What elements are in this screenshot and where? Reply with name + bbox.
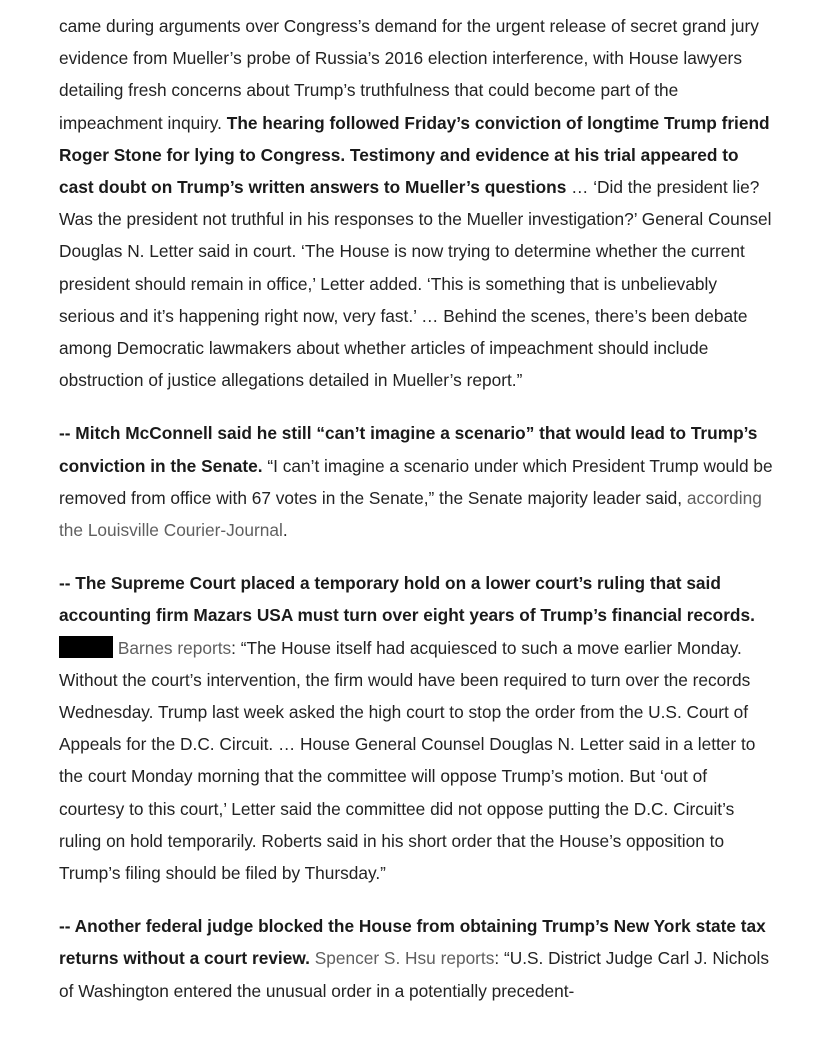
paragraph-text: “I can’t imagine a scenario under which President Trump would be removed from office with 67 votes in the Senate,” the Senate majority leader said, xyxy=(59,455,773,508)
paragraph-mcconnell xyxy=(59,417,774,546)
paragraph-tax-returns xyxy=(59,910,774,1007)
bold-lead: -- Mitch McConnell said he still “can’t imagine a scenario” that would lead to Trump’s conviction in the Senate. xyxy=(59,423,758,476)
paragraph-supreme-court-hold xyxy=(59,567,774,889)
paragraph-text: : “U.S. District Judge Carl J. Nichols of Washington entered the unusual order in a potentially precedent- xyxy=(59,948,770,1001)
paragraph-grand-jury-hearing xyxy=(59,10,774,396)
courier-journal-link[interactable]: according the Louisville Courier-Journal xyxy=(59,487,762,541)
redaction-block xyxy=(59,636,113,658)
barnes-reports-link[interactable]: Barnes reports xyxy=(117,637,232,658)
bold-lead: The hearing followed Friday’s conviction of longtime Trump friend Roger Stone for lying to Congress. Testimony and evidence at his trial appeared to cast doubt on Trump’s written answers to Mueller’s questions xyxy=(59,112,770,198)
paragraph-text: … ‘Did the president lie? Was the president not truthful in his responses to the Mueller investigation?’ General Counsel Douglas N. Letter said in court. ‘The House is now trying to determine whether the current president should remain in office,’ Letter added. ‘This is something that is unbelievably serious and it’s happening right now, very fast.’ … Behind the scenes, there’s been debate among Democratic lawmakers about whether articles of impeachment should include obstruction of justice allegations detailed in Mueller’s report.” xyxy=(59,177,772,391)
paragraph-text: came during arguments over Congress’s demand for the urgent release of secret grand jury evidence from Mueller’s probe of Russia’s 2016 election interference, with House lawyers detailing fresh concerns about Trump’s truthfulness that could become part of the impeachment inquiry. xyxy=(59,16,759,133)
document-page xyxy=(59,10,774,1007)
bold-lead: -- Another federal judge blocked the House from obtaining Trump’s New York state tax returns without a court review. xyxy=(59,916,766,969)
paragraph-text: : “The House itself had acquiesced to such a move earlier Monday. Without the court’s intervention, the firm would have been required to turn over the records Wednesday. Trump last week asked the high court to stop the order from the U.S. Court of Appeals for the D.C. Circuit. … House General Counsel Douglas N. Letter said in a letter to the court Monday morning that the committee will oppose Trump’s motion. But ‘out of courtesy to this court,’ Letter said the committee did not oppose putting the D.C. Circuit’s ruling on hold temporarily. Roberts said in his short order that the House’s opposition to Trump’s filing should be filed by Thursday.” xyxy=(59,637,756,884)
bold-lead: -- The Supreme Court placed a temporary hold on a lower court’s ruling that said accounting firm Mazars USA must turn over eight years of Trump’s financial records. xyxy=(59,573,755,626)
hsu-reports-link[interactable]: Spencer S. Hsu reports xyxy=(314,948,495,969)
paragraph-text: . xyxy=(282,520,288,541)
